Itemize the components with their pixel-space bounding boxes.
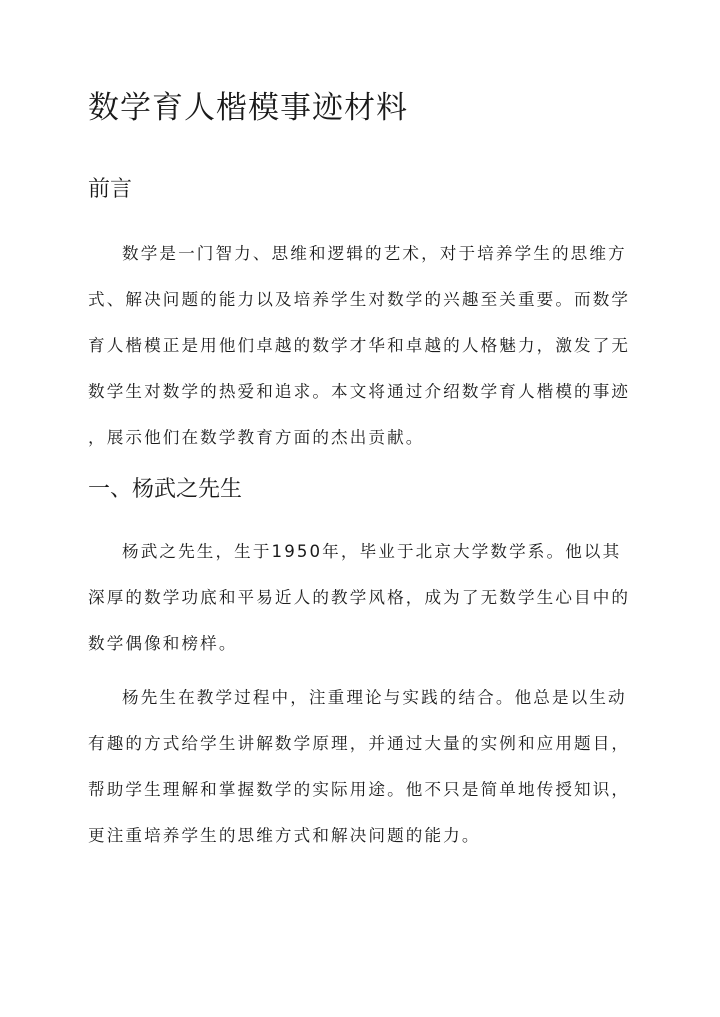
paragraph-line: 帮助学生理解和掌握数学的实际用途。他不只是简单地传授知识， [88, 780, 631, 799]
section-heading-preface: 前言 [88, 177, 133, 202]
paragraph-line: 杨先生在教学过程中，注重理论与实践的结合。他总是以生动 [122, 688, 627, 707]
yang-teaching-paragraph [88, 675, 636, 859]
paragraph-line: ，展示他们在数学教育方面的杰出贡献。 [88, 428, 425, 447]
preface-paragraph [88, 231, 636, 461]
document-title: 数学育人楷模事迹材料 [88, 90, 408, 126]
yang-intro-paragraph [88, 529, 636, 667]
section-heading-yang-wuzhi: 一、杨武之先生 [88, 477, 243, 502]
paragraph-line: 更注重培养学生的思维方式和解决问题的能力。 [88, 826, 481, 845]
paragraph-line: 育人楷模正是用他们卓越的数学才华和卓越的人格魅力，激发了无 [88, 336, 631, 355]
paragraph-line: 数学是一门智力、思维和逻辑的艺术，对于培养学生的思维方 [122, 244, 627, 263]
paragraph-line: 数学生对数学的热爱和追求。本文将通过介绍数学育人楷模的事迹 [88, 382, 631, 401]
paragraph-line: 有趣的方式给学生讲解数学原理，并通过大量的实例和应用题目， [88, 734, 631, 753]
paragraph-line: 深厚的数学功底和平易近人的教学风格，成为了无数学生心目中的 [88, 588, 631, 607]
paragraph-line: 杨武之先生，生于1950年，毕业于北京大学数学系。他以其 [122, 542, 622, 561]
paragraph-line: 数学偶像和榜样。 [88, 634, 238, 653]
paragraph-line: 式、解决问题的能力以及培养学生对数学的兴趣至关重要。而数学 [88, 290, 631, 309]
